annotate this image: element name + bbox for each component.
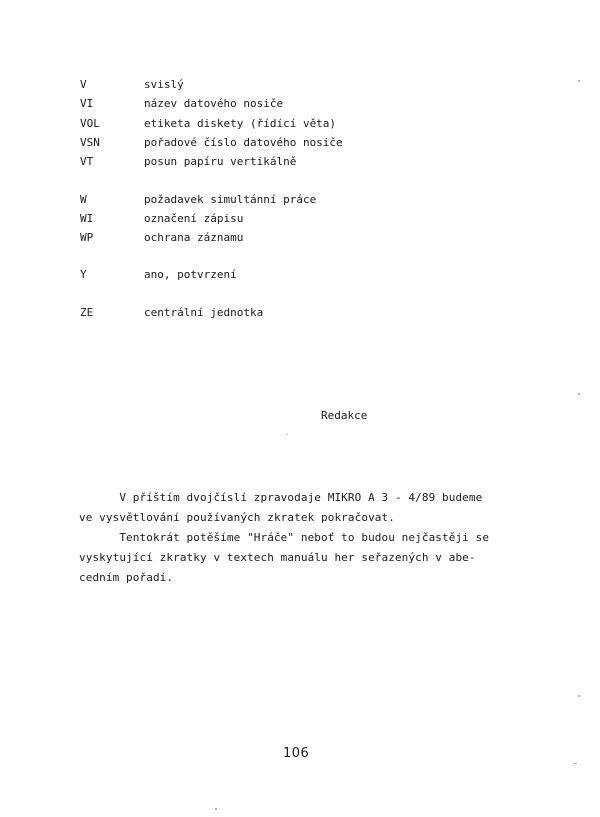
paragraph-line: vyskytující zkratky v textech manuálu her seřazených v abe- (79, 551, 476, 564)
abbreviation-code: VOL (80, 117, 100, 130)
abbreviation-meaning: ochrana záznamu (144, 231, 244, 244)
abbreviation-code: VI (80, 97, 94, 110)
abbreviation-meaning: označení zápisu (144, 212, 244, 225)
abbreviation-meaning: etiketa diskety (řídící věta) (144, 117, 337, 130)
abbreviation-code: VSN (80, 136, 100, 149)
abbreviation-entry (80, 267, 237, 283)
abbreviation-entry (80, 77, 184, 93)
abbreviation-code: WP (80, 231, 94, 244)
abbreviation-code: W (80, 193, 87, 206)
editorial-signature: Redakce (321, 409, 368, 422)
scan-speck (574, 763, 577, 764)
abbreviation-code: VT (80, 155, 94, 168)
abbreviation-entry (80, 192, 316, 208)
abbreviation-entry (80, 211, 243, 227)
abbreviation-entry (80, 154, 296, 170)
abbreviation-meaning: název datového nosiče (144, 97, 284, 110)
abbreviation-meaning: posun papíru vertikálně (144, 155, 297, 168)
abbreviation-meaning: požadavek simultánní práce (144, 193, 317, 206)
scan-speck (286, 434, 288, 435)
abbreviation-entry (80, 116, 336, 132)
abbreviation-entry (80, 230, 243, 246)
page-number: 106 (283, 746, 310, 761)
abbreviation-code: Y (80, 268, 87, 281)
abbreviation-meaning: ano, potvrzení (144, 268, 237, 281)
abbreviation-entry (80, 96, 283, 112)
abbreviation-meaning: pořadové číslo datového nosiče (144, 136, 343, 149)
paragraph-line: Tentokrát potěšíme "Hráče" neboť to budou nejčastěji se (79, 531, 490, 544)
paragraph-line: ve vysvětlování používaných zkratek pokračovat. (79, 511, 395, 524)
abbreviation-code: ZE (80, 306, 94, 319)
abbreviation-code: V (80, 78, 87, 91)
scan-speck (578, 695, 580, 697)
abbreviation-entry (80, 305, 263, 321)
abbreviation-code: WI (80, 212, 94, 225)
paragraph-line: cedním pořadí. (79, 571, 174, 584)
abbreviation-meaning: centrální jednotka (144, 306, 264, 319)
paragraph-line: V příštím dvojčíslí zpravodaje MIKRO A 3 - 4/89 budeme (79, 491, 483, 504)
abbreviation-entry (80, 135, 343, 151)
abbreviation-meaning: svislý (144, 78, 184, 91)
scan-speck (578, 393, 580, 395)
scan-speck (215, 808, 217, 810)
scan-speck (578, 80, 580, 82)
